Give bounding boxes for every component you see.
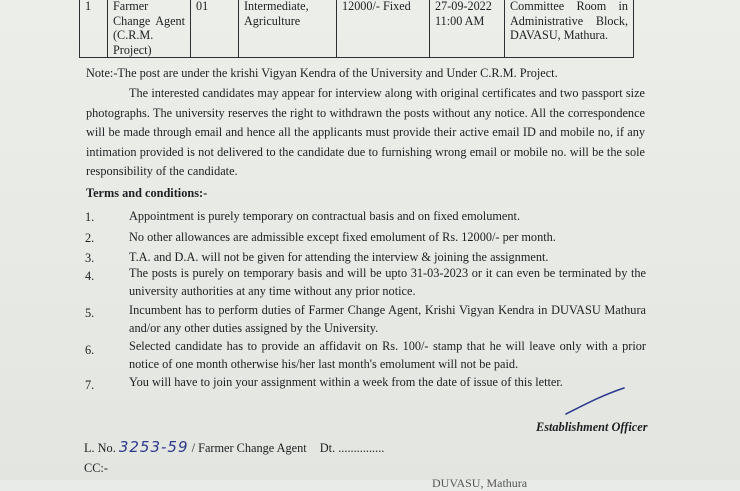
term-text: Appointment is purely temporary on contractual basis and on fixed emolument. — [129, 209, 521, 223]
term-text: Incumbent has to perform duties of Farmer Change Agent, Krishi Vigyan Kendra in DUVASU Mathura and/or any other duties assigned by the University. — [129, 303, 646, 335]
cell-sno: 1 — [80, 0, 108, 58]
cell-count: 01 — [191, 0, 239, 58]
term-number: 1. — [85, 210, 95, 224]
cell-salary: 12000/- Fixed — [337, 0, 430, 58]
term-number: 6. — [85, 343, 95, 357]
handwritten-letter-number: 3253-59 — [118, 438, 189, 456]
table-row — [80, 0, 634, 58]
cut-off-text: DUVASU, Mathura — [432, 476, 528, 490]
letter-date: Dt. ............... — [319, 441, 385, 455]
interview-time: 11:00 AM — [435, 13, 485, 28]
term-text: T.A. and D.A. will not be given for attending the interview & joining the assignment. — [129, 250, 549, 264]
cc-label: CC:- — [84, 461, 108, 475]
cell-datetime — [430, 0, 505, 58]
signature-title: Establishment Officer — [536, 420, 648, 434]
term-number: 5. — [85, 306, 95, 320]
interview-date: 27-09-2022 — [435, 0, 492, 13]
note-text: Note:-The post are under the krishi Vigyan Kendra of the University and Under C.R.M. Project. — [86, 66, 558, 80]
term-number: 4. — [85, 269, 95, 283]
term-text: Selected candidate has to provide an affidavit on Rs. 100/- stamp that he will leave only with a prior notice of one month otherwise his/her last month's emolument will not be paid. — [129, 339, 646, 371]
posts-table — [79, 0, 634, 58]
letter-prefix: L. No. — [84, 441, 116, 455]
cell-venue: Committee Room in Administrative Block, DAVASU, Mathura. — [505, 0, 634, 58]
term-number: 7. — [85, 378, 95, 392]
term-number: 3. — [85, 251, 95, 265]
term-text: No other allowances are admissible except fixed emolument of Rs. 12000/- per month. — [129, 230, 556, 244]
term-number: 2. — [85, 231, 95, 245]
term-text: The posts is purely on temporary basis and will be upto 31-03-2023 or it can even be terminated by the university authorities at any time without any prior notice. — [129, 266, 646, 298]
cell-qualification: Intermediate, Agriculture — [239, 0, 337, 58]
terms-heading: Terms and conditions:- — [86, 186, 208, 200]
term-text: You will have to join your assignment within a week from the date of issue of this letter. — [129, 375, 563, 389]
signature-stroke — [560, 384, 630, 420]
letter-subject: / Farmer Change Agent — [191, 441, 307, 455]
letter-number-line — [84, 438, 384, 456]
cell-post: Farmer Change Agent (C.R.M. Project) — [108, 0, 191, 58]
instructions-paragraph: The interested candidates may appear for interview along with original certificates and two passport size photographs. The university reserves the right to withdrawn the posts without any notice. All the correspondence will be made through email and hence all the applicants must provide their active email ID and mobile no, if any intimation provided is not delivered to the candidate due to furnishing wrong email or mobile no. will be the sole responsibility of the candidate. — [86, 86, 645, 178]
